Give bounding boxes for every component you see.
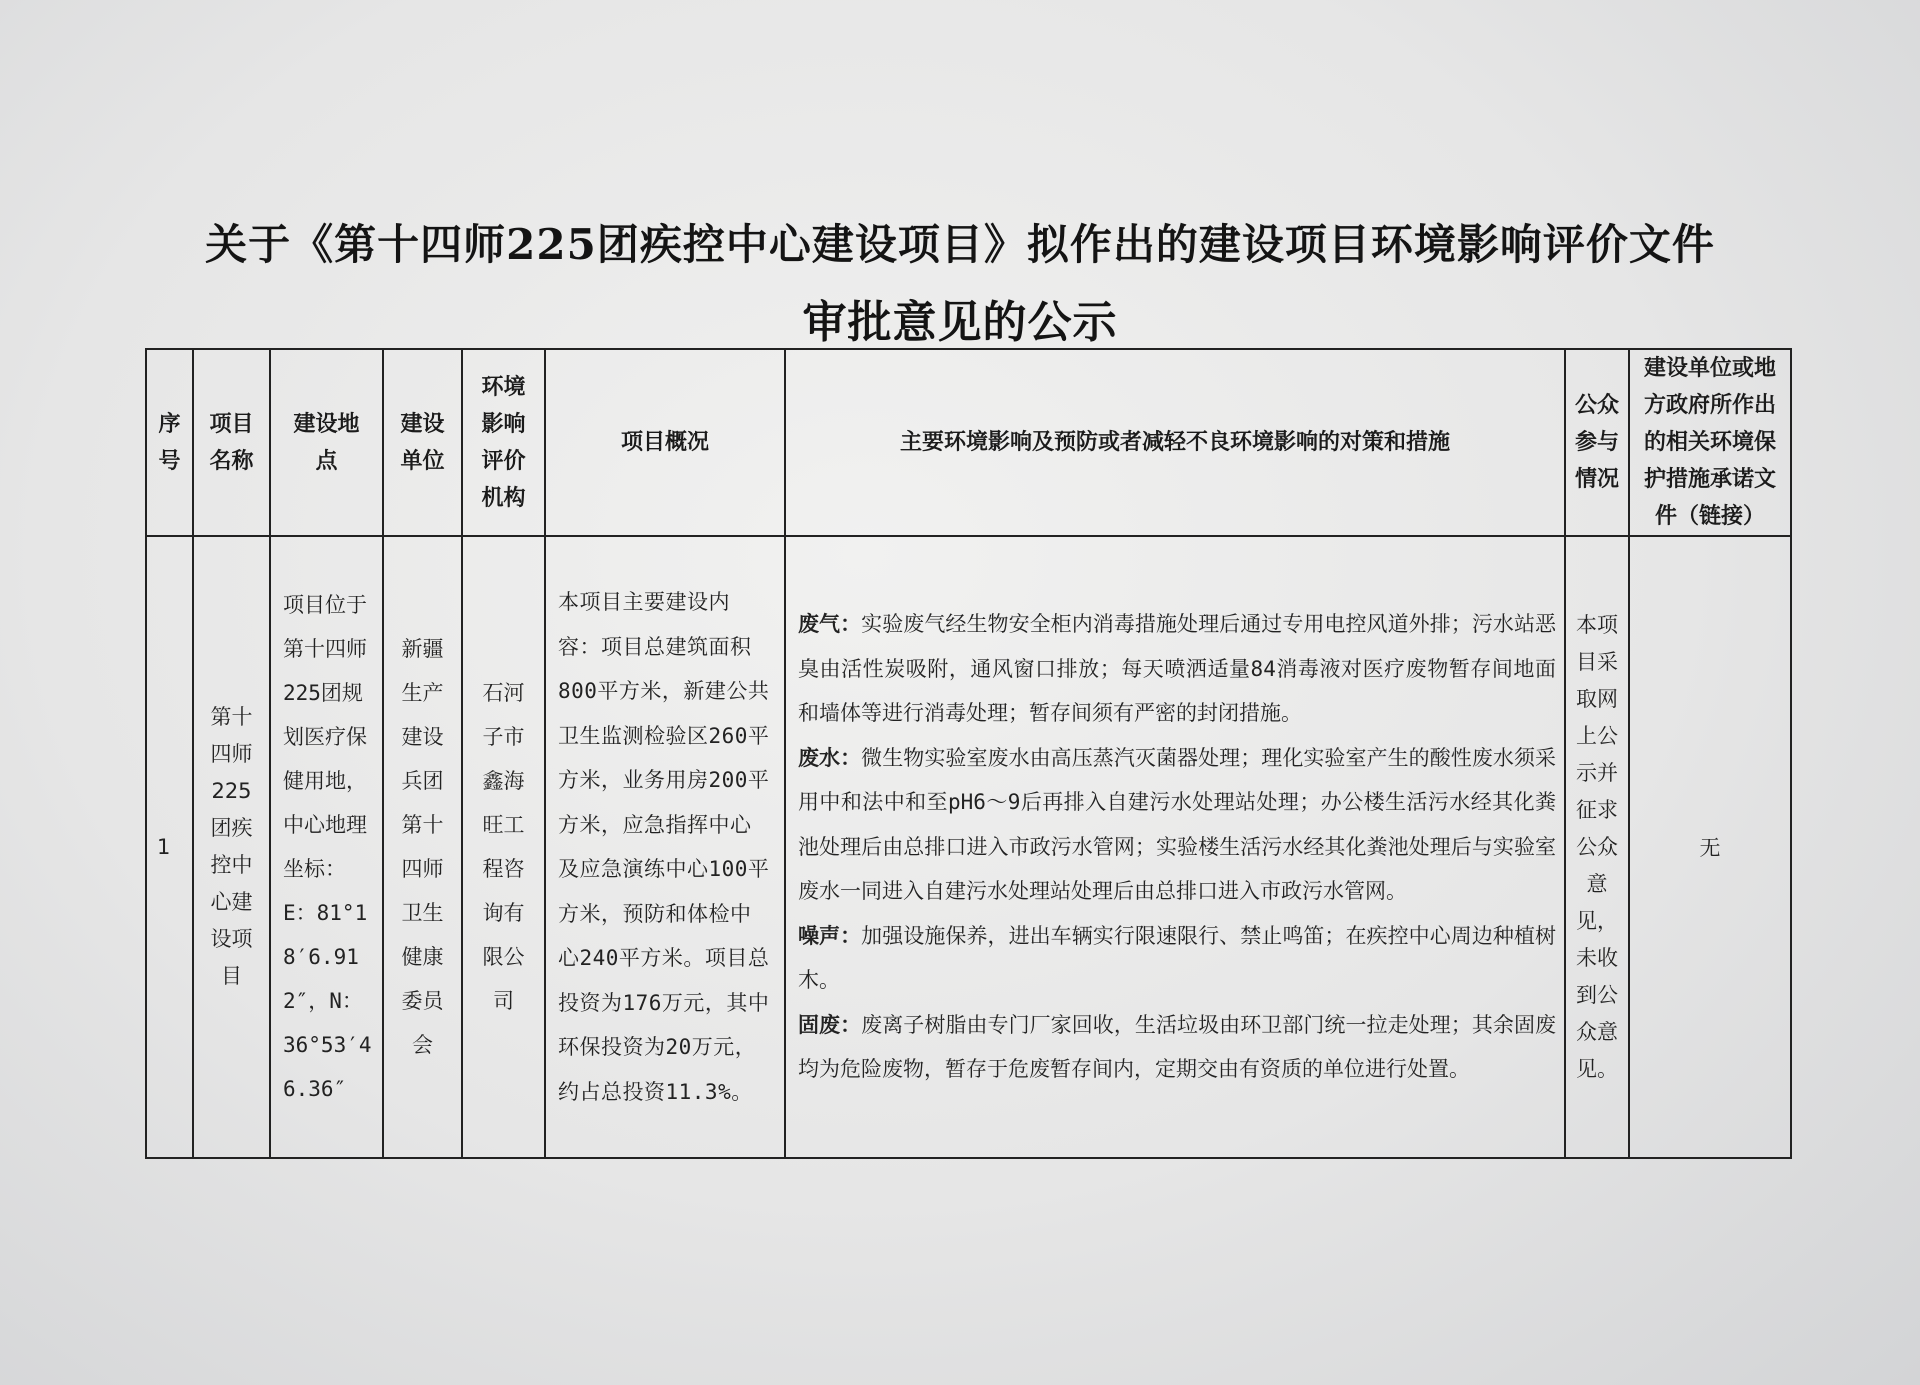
cell-location: 项目位于第十四师225团规划医疗保健用地，中心地理坐标：E：81°18′6.912″，N：36°53′46.36″: [270, 536, 383, 1158]
header-name: 项目名称: [193, 349, 270, 536]
cell-builder: 新疆生产建设兵团第十四师卫生健康委员会: [383, 536, 462, 1158]
document-title-line2: 审批意见的公示: [802, 297, 1118, 348]
cell-overview: 本项目主要建设内容：项目总建筑面积800平方米，新建公共卫生监测检验区260平方米，业务用房200平方米，应急指挥中心及应急演练中心100平方米，预防和体检中心240平方米。项目总投资为176万元，其中环保投资为20万元，约占总投资11.3%。: [545, 536, 785, 1158]
header-commitment: 建设单位或地方政府所作出的相关环境保护措施承诺文件（链接）: [1629, 349, 1791, 536]
document-title-line1: 关于《第十四师225团疾控中心建设项目》拟作出的建设项目环境影响评价文件: [205, 220, 1715, 269]
header-agency: 环境影响评价机构: [462, 349, 545, 536]
header-location: 建设地点: [270, 349, 383, 536]
header-overview: 项目概况: [545, 349, 785, 536]
measure-noise: 噪声：加强设施保养，进出车辆实行限速限行、禁止鸣笛；在疾控中心周边种植树木。: [798, 923, 1556, 993]
header-measures: 主要环境影响及预防或者减轻不良环境影响的对策和措施: [785, 349, 1565, 536]
table-row: [146, 536, 1791, 1158]
cell-name: 第十四师225团疾控中心建设项目: [193, 536, 270, 1158]
cell-seq: 1: [146, 536, 193, 1158]
cell-commitment: 无: [1629, 536, 1791, 1158]
header-public: 公众参与情况: [1565, 349, 1629, 536]
cell-public: 本项目采取网上公示并征求公众意见，未收到公众意见。: [1565, 536, 1629, 1158]
cell-measures: [785, 536, 1565, 1158]
header-row: [146, 349, 1791, 536]
cell-agency: 石河子市鑫海旺工程咨询有限公司: [462, 536, 545, 1158]
measure-air: 废气：实验废气经生物安全柜内消毒措施处理后通过专用电控风道外排；污水站恶臭由活性炭吸附，通风窗口排放；每天喷洒适量84消毒液对医疗废物暂存间地面和墙体等进行消毒处理；暂存间须有严密的封闭措施。: [798, 612, 1556, 726]
header-builder: 建设单位: [383, 349, 462, 536]
measure-solid-waste: 固废：废离子树脂由专门厂家回收，生活垃圾由环卫部门统一拉走处理；其余固废均为危险废物，暂存于危废暂存间内，定期交由有资质的单位进行处置。: [798, 1012, 1556, 1082]
measure-water: 废水：微生物实验室废水由高压蒸汽灭菌器处理；理化实验室产生的酸性废水须采用中和法中和至pH6～9后再排入自建污水处理站处理；办公楼生活污水经其化粪池处理后由总排口进入市政污水管网；实验楼生活污水经其化粪池处理后与实验室废水一同进入自建污水处理站处理后由总排口进入市政污水管网。: [798, 745, 1556, 904]
approval-table: [145, 348, 1792, 1159]
header-seq: 序号: [146, 349, 193, 536]
